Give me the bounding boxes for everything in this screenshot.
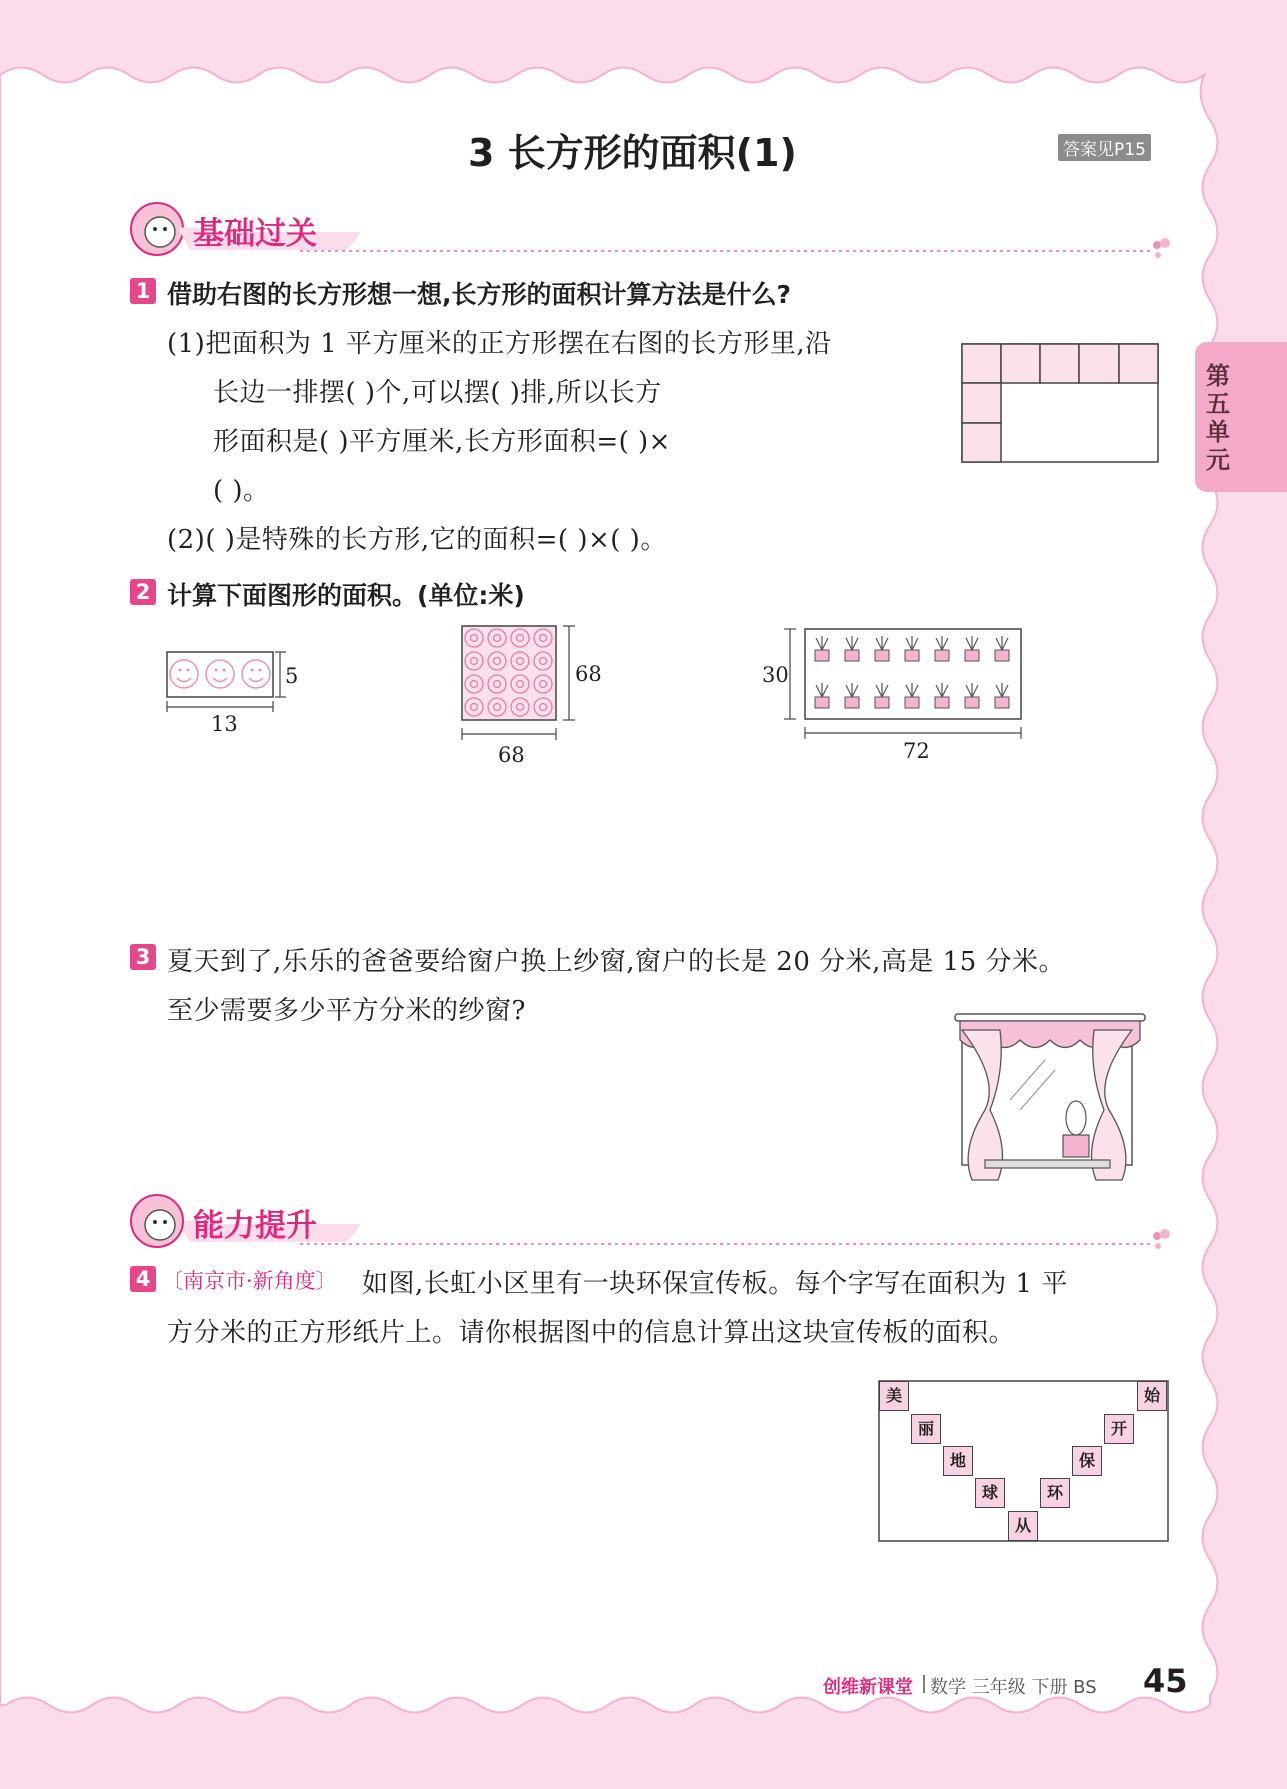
question-number-badge: 3 bbox=[130, 944, 156, 970]
question-number-badge: 4 bbox=[130, 1266, 156, 1292]
unit-side-tab-label: 第五单元 bbox=[1206, 362, 1230, 474]
q4-line2: 方分米的正方形纸片上。请你根据图中的信息计算出这块宣传板的面积。 bbox=[167, 1318, 1016, 1348]
q1-part2: (2)( )是特殊的长方形,它的面积=( )×( )。 bbox=[167, 525, 667, 555]
section2-rule-dot bbox=[1160, 1229, 1170, 1239]
mascot-face bbox=[145, 1210, 175, 1240]
page-title: 3 长方形的面积(1) bbox=[468, 131, 797, 175]
section-title-basic: 基础过关 bbox=[193, 216, 317, 252]
section1-rule-dot bbox=[1153, 241, 1161, 249]
section1-rule-dot bbox=[1155, 252, 1161, 258]
fig2-height-label: 68 bbox=[575, 662, 602, 686]
window-illustration bbox=[955, 1014, 1145, 1180]
q3-line1: 夏天到了,乐乐的爸爸要给窗户换上纱窗,窗户的长是 20 分米,高是 15 分米。 bbox=[167, 947, 1066, 977]
mascot-eye bbox=[163, 1220, 167, 1224]
q4-line1: 如图,长虹小区里有一块环保宣传板。每个字写在面积为 1 平 bbox=[362, 1269, 1068, 1299]
section-title-advanced: 能力提升 bbox=[193, 1208, 317, 1244]
q1-part1-line1: (1)把面积为 1 平方厘米的正方形摆在右图的长方形里,沿 bbox=[167, 329, 832, 359]
board-char-cell: 地 bbox=[943, 1446, 973, 1476]
q2-prompt: 计算下面图形的面积。(单位:米) bbox=[167, 581, 525, 610]
fig1-height-label: 5 bbox=[285, 664, 299, 688]
mascot-eye bbox=[153, 227, 157, 231]
mascot-face bbox=[145, 217, 175, 247]
section2-rule-dot bbox=[1155, 1243, 1161, 1249]
board-char-cell: 美 bbox=[879, 1381, 909, 1411]
mascot-eye bbox=[163, 227, 167, 231]
fig2-width-label: 68 bbox=[498, 743, 525, 767]
footer-brand: 创维新课堂 bbox=[823, 1677, 913, 1698]
question-number-badge: 1 bbox=[130, 278, 156, 304]
footer-book-info: 数学 三年级 下册 BS bbox=[930, 1677, 1097, 1698]
q3-line2: 至少需要多少平方分米的纱窗? bbox=[167, 996, 526, 1026]
board-char-cell: 丽 bbox=[911, 1414, 941, 1444]
section1-rule-dot bbox=[1160, 238, 1170, 248]
q4-source-tag: 〔南京市·新角度〕 bbox=[162, 1269, 337, 1293]
mascot-eye bbox=[153, 1220, 157, 1224]
answer-reference-badge: 答案见P15 bbox=[1058, 134, 1151, 161]
fig1-width-label: 13 bbox=[211, 712, 238, 736]
q1-part1-line3: 形面积是( )平方厘米,长方形面积=( )× bbox=[213, 427, 671, 457]
q1-grid-figure bbox=[962, 344, 1158, 462]
board-char-cell: 开 bbox=[1104, 1414, 1134, 1444]
board-char-cell: 保 bbox=[1072, 1446, 1102, 1476]
board-char-cell: 环 bbox=[1040, 1478, 1070, 1508]
fig3-height-label: 30 bbox=[762, 663, 789, 687]
board-char-cell: 球 bbox=[975, 1478, 1005, 1508]
question-number-badge: 2 bbox=[130, 579, 156, 605]
board-char-cell: 从 bbox=[1008, 1511, 1038, 1541]
section2-rule-dot bbox=[1153, 1232, 1161, 1240]
fig3-width-label: 72 bbox=[903, 739, 930, 763]
page-number: 45 bbox=[1143, 1662, 1188, 1700]
q1-part1-line2: 长边一排摆( )个,可以摆( )排,所以长方 bbox=[213, 378, 662, 408]
board-char-cell: 始 bbox=[1137, 1381, 1167, 1411]
q1-prompt: 借助右图的长方形想一想,长方形的面积计算方法是什么? bbox=[167, 280, 792, 309]
q1-part1-line4: ( )。 bbox=[213, 476, 270, 506]
